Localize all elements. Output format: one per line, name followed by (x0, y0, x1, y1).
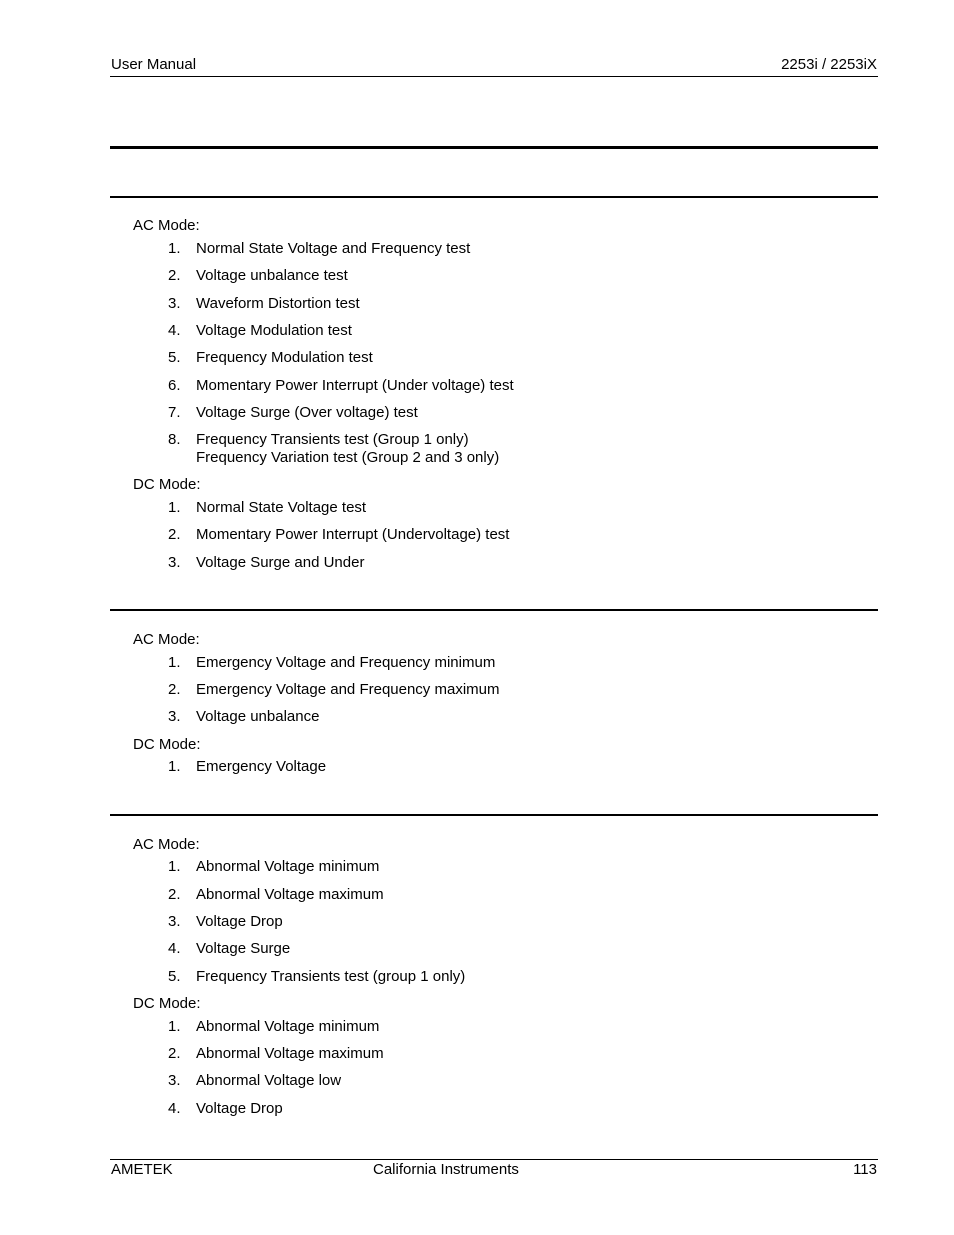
section2-ac-label: AC Mode: (133, 631, 200, 648)
list-item-number: 1. (168, 858, 181, 875)
list-item-text: Voltage Surge and Under (196, 554, 365, 571)
list-item (168, 654, 496, 672)
list-item (168, 1045, 384, 1063)
header-right: 2253i / 2253iX (781, 56, 877, 73)
footer-left: AMETEK (111, 1161, 173, 1178)
list-item-text: Voltage unbalance test (196, 267, 348, 284)
list-item-number: 1. (168, 240, 181, 257)
list-item (168, 913, 283, 931)
list-item-text: Momentary Power Interrupt (Under voltage) test (196, 377, 514, 394)
list-item (168, 377, 514, 395)
list-item-number: 7. (168, 404, 181, 421)
list-item (168, 886, 384, 904)
list-item-text: Normal State Voltage and Frequency test (196, 240, 471, 257)
list-item (168, 681, 500, 699)
list-item (168, 758, 327, 776)
list-item (168, 431, 500, 466)
list-item-text: Voltage Surge (Over voltage) test (196, 404, 418, 421)
list-item-number: 4. (168, 940, 181, 957)
list-item (168, 968, 466, 986)
footer-rule (110, 1159, 878, 1160)
list-item-text: Emergency Voltage (196, 758, 327, 775)
list-item-number: 3. (168, 913, 181, 930)
section1-rule (110, 196, 878, 198)
list-item-text: Normal State Voltage test (196, 499, 367, 516)
list-item-number: 5. (168, 968, 181, 985)
section3-dc-label: DC Mode: (133, 995, 201, 1012)
list-item-text: Abnormal Voltage minimum (196, 858, 380, 875)
list-item-number: 3. (168, 554, 181, 571)
list-item-number: 2. (168, 267, 181, 284)
list-item-number: 6. (168, 377, 181, 394)
list-item-text: Waveform Distortion test (196, 295, 360, 312)
list-item (168, 322, 352, 340)
list-item-text: Abnormal Voltage minimum (196, 1018, 380, 1035)
list-item (168, 267, 348, 285)
section1-ac-label: AC Mode: (133, 217, 200, 234)
list-item (168, 295, 360, 313)
footer-center: California Instruments (373, 1161, 519, 1178)
list-item-text: Frequency Transients test (group 1 only) (196, 968, 466, 985)
list-item (168, 499, 367, 517)
list-item-text: Frequency Transients test (Group 1 only) (196, 431, 469, 448)
list-item-number: 4. (168, 322, 181, 339)
list-item-number: 1. (168, 654, 181, 671)
list-item (168, 1100, 283, 1118)
list-item-text: Emergency Voltage and Frequency maximum (196, 681, 500, 698)
header-left: User Manual (111, 56, 197, 73)
list-item-text: Abnormal Voltage maximum (196, 886, 384, 903)
list-item-number: 5. (168, 349, 181, 366)
list-item-text: Voltage Modulation test (196, 322, 352, 339)
section-heading-rule-thick (110, 146, 878, 149)
list-item (168, 858, 380, 876)
list-item-number: 1. (168, 499, 181, 516)
list-item-text: Voltage Drop (196, 913, 283, 930)
list-item-text: Voltage Drop (196, 1100, 283, 1117)
header-rule (110, 76, 878, 77)
list-item (168, 240, 471, 258)
section3-rule (110, 814, 878, 816)
section3-ac-label: AC Mode: (133, 836, 200, 853)
list-item (168, 1072, 342, 1090)
list-item-text: Frequency Modulation test (196, 349, 373, 366)
list-item-text: Emergency Voltage and Frequency minimum (196, 654, 496, 671)
list-item (168, 554, 365, 572)
section1-dc-label: DC Mode: (133, 476, 201, 493)
list-item (168, 404, 418, 422)
list-item-number: 3. (168, 295, 181, 312)
list-item-number: 2. (168, 1045, 181, 1062)
list-item-number: 8. (168, 431, 181, 448)
list-item-text: Voltage Surge (196, 940, 291, 957)
list-item-text: Abnormal Voltage maximum (196, 1045, 384, 1062)
list-item (168, 708, 320, 726)
list-item-number: 2. (168, 681, 181, 698)
list-item-text: Voltage unbalance (196, 708, 320, 725)
list-item-number: 4. (168, 1100, 181, 1117)
list-item-number: 2. (168, 526, 181, 543)
list-item-number: 2. (168, 886, 181, 903)
section2-dc-label: DC Mode: (133, 736, 201, 753)
footer-page-number: 113 (853, 1161, 877, 1178)
list-item (168, 526, 510, 544)
list-item-number: 3. (168, 708, 181, 725)
list-item-number: 1. (168, 1018, 181, 1035)
list-item-text-continued: Frequency Variation test (Group 2 and 3 only) (196, 449, 500, 466)
list-item (168, 940, 291, 958)
list-item-text: Abnormal Voltage low (196, 1072, 342, 1089)
list-item (168, 1018, 380, 1036)
list-item-number: 1. (168, 758, 181, 775)
list-item-text: Momentary Power Interrupt (Undervoltage) test (196, 526, 510, 543)
list-item (168, 349, 373, 367)
list-item-number: 3. (168, 1072, 181, 1089)
section2-rule (110, 609, 878, 611)
